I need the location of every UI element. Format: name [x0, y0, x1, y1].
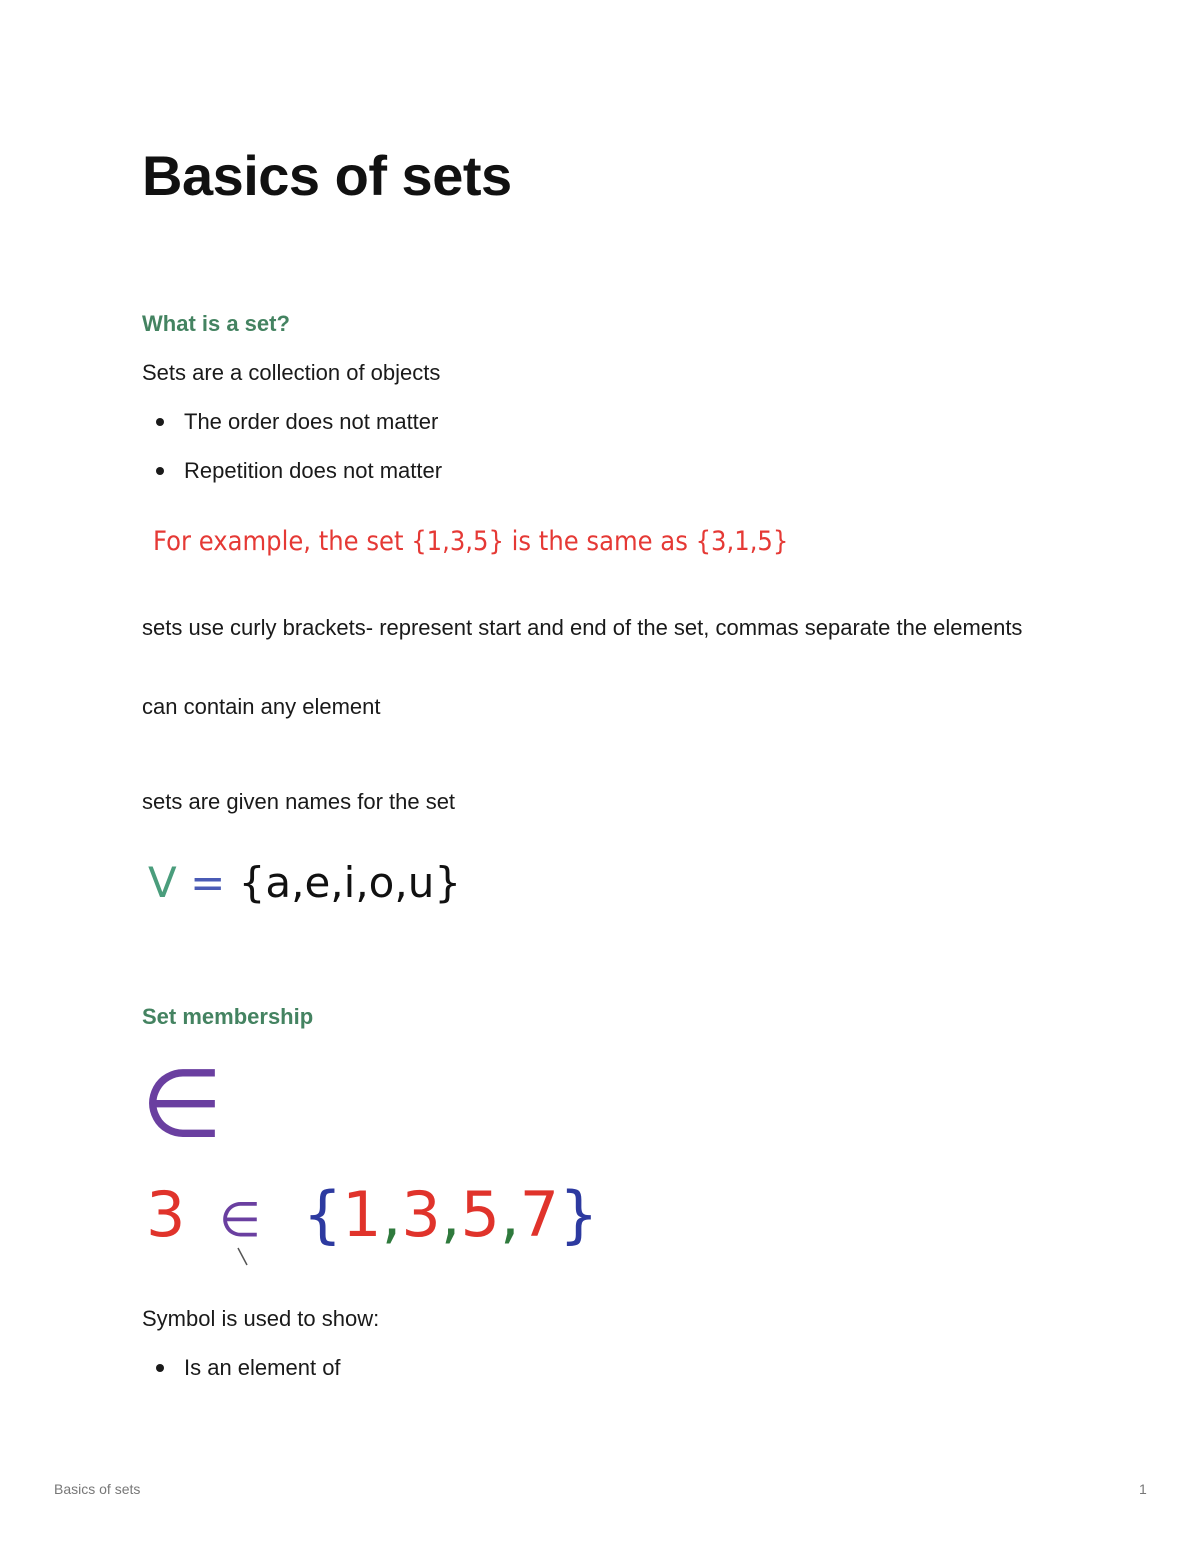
stray-mark-line	[238, 1248, 247, 1265]
open-brace: {	[302, 1178, 343, 1251]
close-brace: }	[559, 1178, 599, 1251]
list-item-text: The order does not matter	[184, 409, 439, 434]
note-set-names: sets are given names for the set	[142, 789, 456, 814]
intro-paragraph: Sets are a collection of objects	[142, 360, 441, 385]
list-item	[156, 1355, 341, 1381]
note-curly-brackets: sets use curly brackets- represent start and end of the set, commas separate the elements	[142, 615, 1023, 640]
bullet-icon	[156, 467, 164, 475]
example-image-text: For example, the set {1,3,5} is the same as {3,1,5}	[153, 526, 789, 557]
vowel-set-example	[148, 858, 461, 907]
set-name: V	[148, 858, 177, 907]
list-item-text: Is an element of	[184, 1355, 341, 1380]
set-number: 5	[460, 1178, 500, 1251]
set-elements: {a,e,i,o,u}	[238, 858, 462, 907]
bullet-icon	[156, 1364, 164, 1372]
bullet-icon	[156, 418, 164, 426]
list-item	[156, 458, 442, 484]
section-heading-set-membership: Set membership	[142, 1004, 314, 1029]
list-item	[156, 409, 438, 435]
comma: ,	[499, 1178, 520, 1251]
member-element: 3	[146, 1178, 186, 1251]
footer-page-number: 1	[1139, 1481, 1147, 1497]
symbol-usage-intro: Symbol is used to show:	[142, 1306, 380, 1331]
comma: ,	[381, 1178, 402, 1251]
page-title: Basics of sets	[142, 144, 512, 207]
footer-doc-title: Basics of sets	[54, 1481, 141, 1497]
section-heading-what-is-a-set: What is a set?	[142, 311, 290, 336]
set-number: 7	[519, 1178, 560, 1251]
equals-sign: =	[190, 858, 226, 907]
note-any-element: can contain any element	[142, 694, 381, 719]
membership-example	[146, 1178, 599, 1251]
list-item-text: Repetition does not matter	[184, 458, 443, 483]
set-number: 1	[342, 1178, 382, 1251]
comma: ,	[440, 1178, 461, 1251]
member-symbol: ∈	[219, 1192, 261, 1248]
set-number: 3	[401, 1178, 441, 1251]
element-of-symbol-icon: ∈	[141, 1050, 223, 1159]
stray-mark-icon	[236, 1246, 250, 1268]
